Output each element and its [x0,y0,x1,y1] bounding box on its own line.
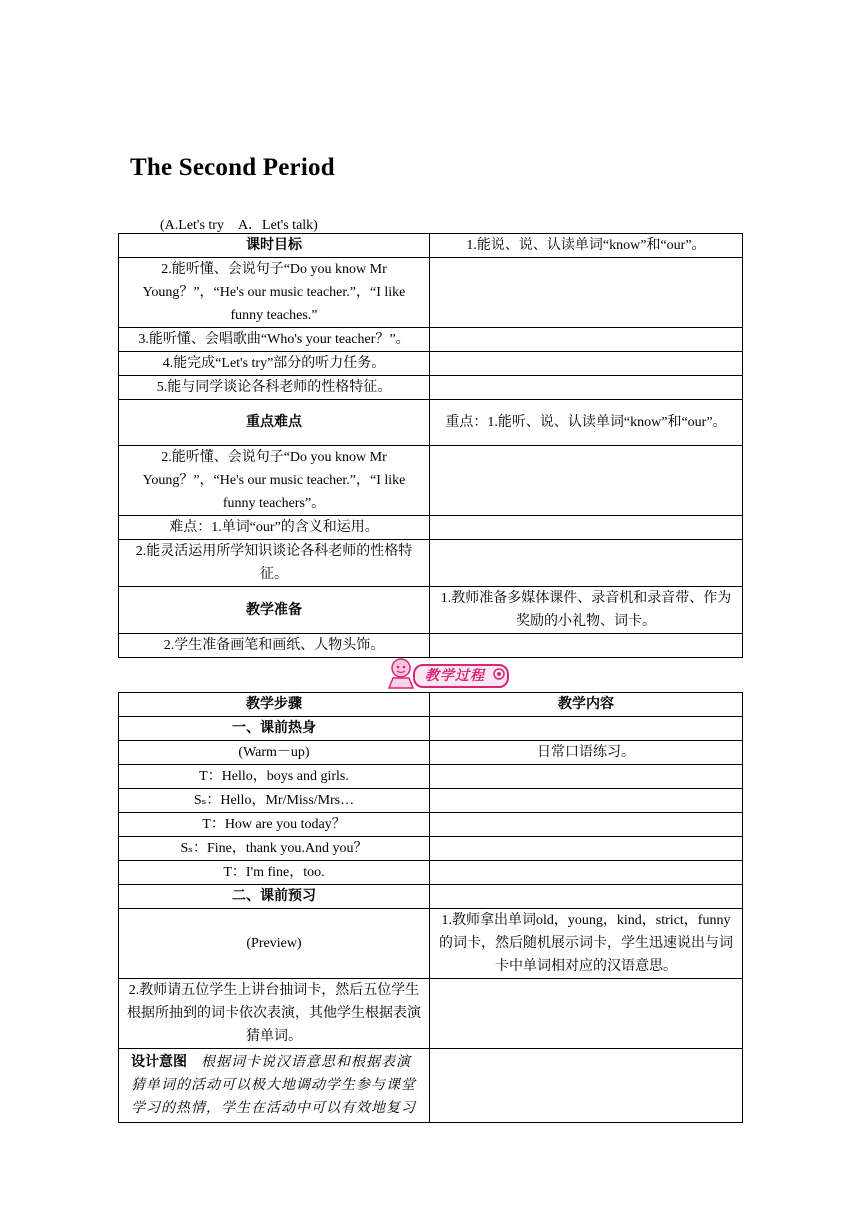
table-row [119,516,743,540]
design-intent-label: 设计意图 [131,1054,187,1070]
table-cell: 5.能与同学谈论各科老师的性格特征。 [119,376,430,400]
table-row [119,789,743,813]
table-cell: (Warm－up) [119,741,430,765]
table-cell: 日常口语练习。 [430,741,743,765]
lesson-subtitle: (A.Let's try A．Let's talk) [160,218,318,233]
table-row [119,885,743,909]
banner-label: 教学过程 [413,664,509,688]
table-row [119,352,743,376]
table-cell [430,837,743,861]
design-intent-text: 根据词卡说汉语意思和根据表演猜单词的活动可以极大地调动学生参与课堂学习的热情，学生在活动中可以有效地复习 [131,1054,416,1116]
table-cell [430,979,743,1049]
table-cell [430,352,743,376]
table-row [119,765,743,789]
table-cell [430,634,743,658]
table-cell: 2.能灵活运用所学知识谈论各科老师的性格特征。 [119,540,430,587]
table-cell: 1.教师拿出单词old，young，kind，strict，funny的词卡，然后随机展示词卡，学生迅速说出与词卡中单词相对应的汉语意思。 [430,909,743,979]
table-row [119,837,743,861]
table-cell [430,446,743,516]
table-cell: 2.学生准备画笔和画纸、人物头饰。 [119,634,430,658]
page-title: The Second Period [130,154,335,181]
target-icon [493,668,505,680]
table-cell: 3.能听懂、会唱歌曲“Who's your teacher？”。 [119,328,430,352]
table-row [119,693,743,717]
table-cell: 2.能听懂、会说句子“Do you know Mr Young？”，“He's our music teacher.”，“I like funny teachers”。 [119,446,430,516]
table-cell [430,1049,743,1123]
table-cell: 一、课前热身 [119,717,430,741]
table-cell [430,376,743,400]
table-cell: 4.能完成“Let's try”部分的听力任务。 [119,352,430,376]
table-cell: 重点难点 [119,400,430,446]
table-row [119,587,743,634]
table-row [119,258,743,328]
table-row [119,909,743,979]
table-row [119,813,743,837]
table-cell [430,885,743,909]
table-cell: 难点：1.单词“our”的含义和运用。 [119,516,430,540]
table-cell [430,765,743,789]
table-cell [430,516,743,540]
table-cell: Sₛ：Fine，thank you.And you？ [119,837,430,861]
table-row [119,634,743,658]
table-cell: 2.教师请五位学生上讲台抽词卡，然后五位学生根据所抽到的词卡依次表演，其他学生根据表演猜单词。 [119,979,430,1049]
lesson-goals-table [118,233,743,658]
table-row [119,234,743,258]
table-row [119,446,743,516]
table-header: 教学内容 [430,693,743,717]
teaching-process-table [118,692,743,1123]
table-cell: 课时目标 [119,234,430,258]
table-cell: (Preview) [119,909,430,979]
table-row [119,861,743,885]
table-cell [430,789,743,813]
table-row [119,717,743,741]
teaching-process-banner [383,656,509,690]
table-row [119,979,743,1049]
table-cell: 重点：1.能听、说、认读单词“know”和“our”。 [430,400,743,446]
table-row [119,400,743,446]
table-cell: 2.能听懂、会说句子“Do you know Mr Young？”，“He's our music teacher.”，“I like funny teaches.” [119,258,430,328]
table-cell [430,861,743,885]
table-row [119,540,743,587]
table-row [119,1049,743,1123]
table-cell: T：Hello，boys and girls. [119,765,430,789]
table-row [119,376,743,400]
table-cell [430,717,743,741]
table-cell: 1.教师准备多媒体课件、录音机和录音带、作为奖励的小礼物、词卡。 [430,587,743,634]
table-cell: 教学准备 [119,587,430,634]
table-cell [430,813,743,837]
table-cell [430,540,743,587]
table-cell: T：How are you today？ [119,813,430,837]
table-cell: 二、课前预习 [119,885,430,909]
table-cell: T：I'm fine，too. [119,861,430,885]
table-cell [430,258,743,328]
table-cell: 1.能说、说、认读单词“know”和“our”。 [430,234,743,258]
design-intent-cell [119,1049,430,1123]
table-cell [430,328,743,352]
table-row [119,328,743,352]
table-cell: Sₛ：Hello，Mr/Miss/Mrs… [119,789,430,813]
table-header: 教学步骤 [119,693,430,717]
table-row [119,741,743,765]
